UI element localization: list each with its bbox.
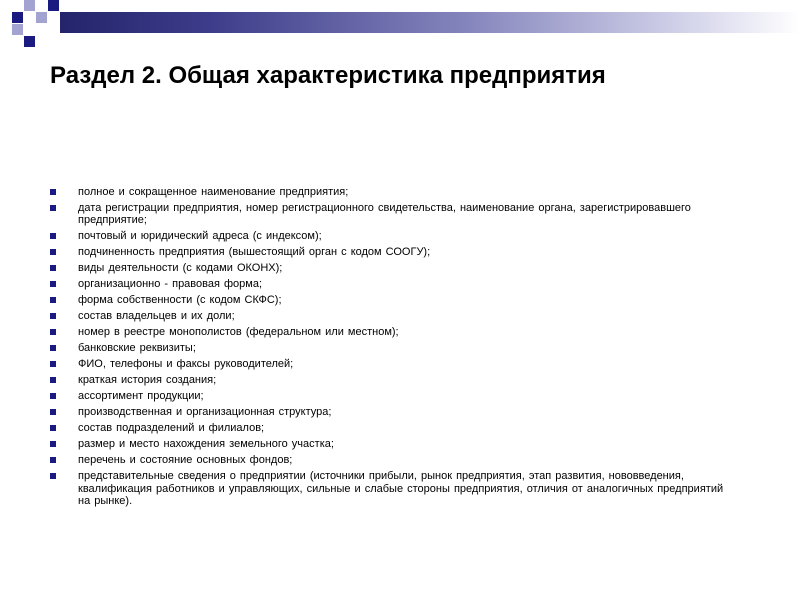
decor-square (24, 36, 35, 47)
bullet-text: производственная и организационная структура; (78, 406, 332, 419)
bullet-text: состав владельцев и их доли; (78, 310, 235, 323)
bullet-text: виды деятельности (с кодами ОКОНХ); (78, 262, 283, 275)
bullet-item (46, 470, 726, 507)
decor-square (48, 0, 59, 11)
bullet-text: ассортимент продукции; (78, 390, 204, 403)
square-bullet-icon (50, 377, 56, 383)
bullet-item (46, 278, 726, 290)
square-bullet-icon (50, 205, 56, 211)
bullet-text: организационно - правовая форма; (78, 278, 263, 291)
bullet-text: ФИО, телефоны и факсы руководителей; (78, 358, 294, 371)
bullet-text: форма собственности (с кодом СКФС); (78, 294, 282, 307)
square-bullet-icon (50, 361, 56, 367)
bullet-text: краткая история создания; (78, 374, 217, 387)
bullet-item (46, 358, 726, 370)
square-bullet-icon (50, 265, 56, 271)
decor-square (12, 24, 23, 35)
bullet-text: номер в реестре монополистов (федеральном или местном); (78, 326, 399, 339)
bullet-text: представительные сведения о предприятии (источники прибыли, рынок предприятия, этап развития, нововведения, квалификация работников и управляющих, сильные и слабые стороны предприятия, отличия от аналогичных предприятий на рынке). (78, 470, 724, 508)
bullet-list (46, 186, 726, 511)
bullet-text: подчиненность предприятия (вышестоящий орган с кодом СООГУ); (78, 246, 431, 259)
square-bullet-icon (50, 329, 56, 335)
bullet-text: дата регистрации предприятия, номер регистрационного свидетельства, наименование органа, зарегистрировавшего предприятие; (78, 202, 691, 227)
bullet-text: перечень и состояние основных фондов; (78, 454, 293, 467)
bullet-item (46, 310, 726, 322)
bullet-item (46, 246, 726, 258)
square-bullet-icon (50, 473, 56, 479)
bullet-item (46, 374, 726, 386)
square-bullet-icon (50, 425, 56, 431)
bullet-item (46, 186, 726, 198)
bullet-item (46, 230, 726, 242)
bullet-item (46, 390, 726, 402)
square-bullet-icon (50, 249, 56, 255)
square-bullet-icon (50, 441, 56, 447)
bullet-item (46, 326, 726, 338)
slide-title: Раздел 2. Общая характеристика предприятия (50, 62, 606, 89)
decor-square (36, 12, 47, 23)
square-bullet-icon (50, 409, 56, 415)
bullet-item (46, 262, 726, 274)
bullet-text: полное и сокращенное наименование предприятия; (78, 186, 349, 198)
square-bullet-icon (50, 189, 56, 195)
decor-square (24, 0, 35, 11)
square-bullet-icon (50, 345, 56, 351)
square-bullet-icon (50, 297, 56, 303)
square-bullet-icon (50, 457, 56, 463)
header-gradient-band (60, 12, 800, 33)
bullet-item (46, 454, 726, 466)
bullet-text: состав подразделений и филиалов; (78, 422, 265, 435)
bullet-item (46, 438, 726, 450)
decor-square (12, 12, 23, 23)
bullet-item (46, 342, 726, 354)
bullet-text: размер и место нахождения земельного участка; (78, 438, 334, 451)
square-bullet-icon (50, 313, 56, 319)
square-bullet-icon (50, 393, 56, 399)
bullet-item (46, 202, 726, 227)
bullet-item (46, 406, 726, 418)
square-bullet-icon (50, 281, 56, 287)
bullet-text: почтовый и юридический адреса (с индексом); (78, 230, 322, 243)
square-bullet-icon (50, 233, 56, 239)
bullet-text: банковские реквизиты; (78, 342, 196, 355)
bullet-item (46, 422, 726, 434)
bullet-item (46, 294, 726, 306)
